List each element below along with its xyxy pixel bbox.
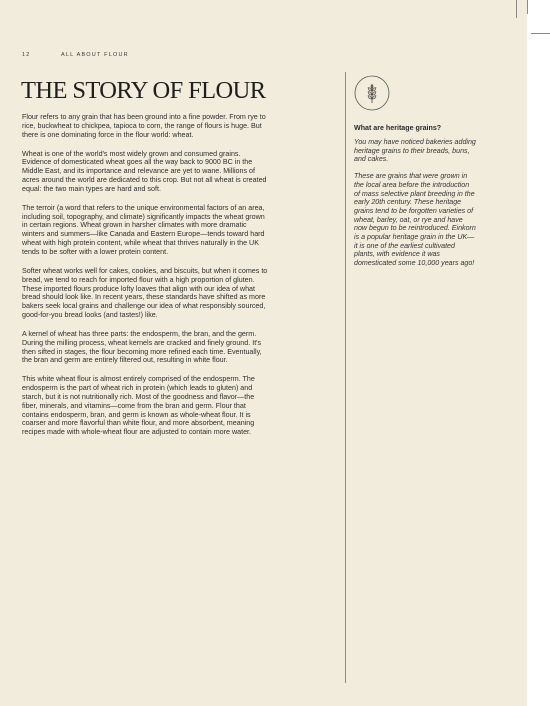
sidebar-paragraph: These are grains that were grown in the local area before the introduction of mass selective plant breeding in the early 20th century. These heritage grains tend to be forgotten varieties of wheat, barley, oat, or rye and have now begun to be reintroduced. Einkorn is a popular heritage grain in the UK—it is one of the earliest cultivated plants, with evidence it was domesticated some 10,000 years ago!	[354, 172, 476, 268]
sidebar-heading: What are heritage grains?	[354, 124, 442, 132]
sidebar-paragraph: You may have noticed bakeries adding heritage grains to their breads, buns, and cakes.	[354, 138, 476, 164]
body-paragraph: The terroir (a word that refers to the unique environmental factors of an area, including soil, topography, and climate) significantly impacts the wheat grown in certain regions. Wheat grown in harsher climates with more dramatic winters and summers—like Canada and Eastern Europe—tends toward hard wheat with high protein content, while wheat that thrives naturally in the UK tends to be softer with a lower protein content.	[22, 203, 265, 256]
sidebar	[354, 124, 476, 276]
column-divider	[345, 72, 346, 683]
body-text	[22, 113, 270, 447]
running-header	[22, 52, 129, 58]
crop-mark-horizontal	[531, 33, 550, 34]
body-paragraph: Wheat is one of the world's most widely grown and consumed grains. Evidence of domesticated wheat goes all the way back to 9000 BC in the Middle East, and its importance and relevance are yet to wane. Millions of acres around the world are dedicated to this crop. But not all wheat is created equal: the two main types are hard and soft.	[22, 149, 267, 193]
section-title: ALL ABOUT FLOUR	[60, 52, 129, 58]
body-paragraph: Flour refers to any grain that has been ground into a fine powder. From rye to rice, buckwheat to chickpea, tapioca to corn, the range of flours is huge. But there is one dominating force in the flour world: wheat.	[22, 113, 266, 139]
body-paragraph: Softer wheat works well for cakes, cookies, and biscuits, but when it comes to bread, we tend to reach for imported flour with a high proportion of gluten. These imported flours produce lofty loaves that align with our idea of what bread should look like. In recent years, these standards have shifted as more bakers seek local grains and challenge our idea of what responsibly sourced, good-for-you bread looks (and tastes!) like.	[22, 266, 268, 320]
page-number: 12	[22, 52, 31, 58]
crop-mark-vertical-right	[527, 0, 528, 14]
page-title: THE STORY OF FLOUR	[21, 77, 266, 104]
wheat-icon	[354, 75, 390, 111]
crop-mark-vertical	[516, 0, 517, 18]
body-paragraph: A kernel of wheat has three parts: the endosperm, the bran, and the germ. During the milling process, wheat kernels are cracked and finely ground. It's then sifted in stages, the flour becoming more refined each time. Eventually, the bran and germ are entirely filtered out, resulting in white flour.	[22, 329, 262, 365]
body-paragraph: This white wheat flour is almost entirely comprised of the endosperm. The endosperm is the part of wheat rich in protein (which leads to gluten) and starch, but it is not nutritionally rich. Most of the goodness and flavor—the fiber, minerals, and vitamins—come from the bran and germ. Flour that contains endosperm, bran, and germ is known as whole-wheat flour. It is coarser and more flavorful than white flour, and more absorbent, meaning recipes made with whole-wheat flour are adjusted to contain more water.	[22, 375, 255, 437]
